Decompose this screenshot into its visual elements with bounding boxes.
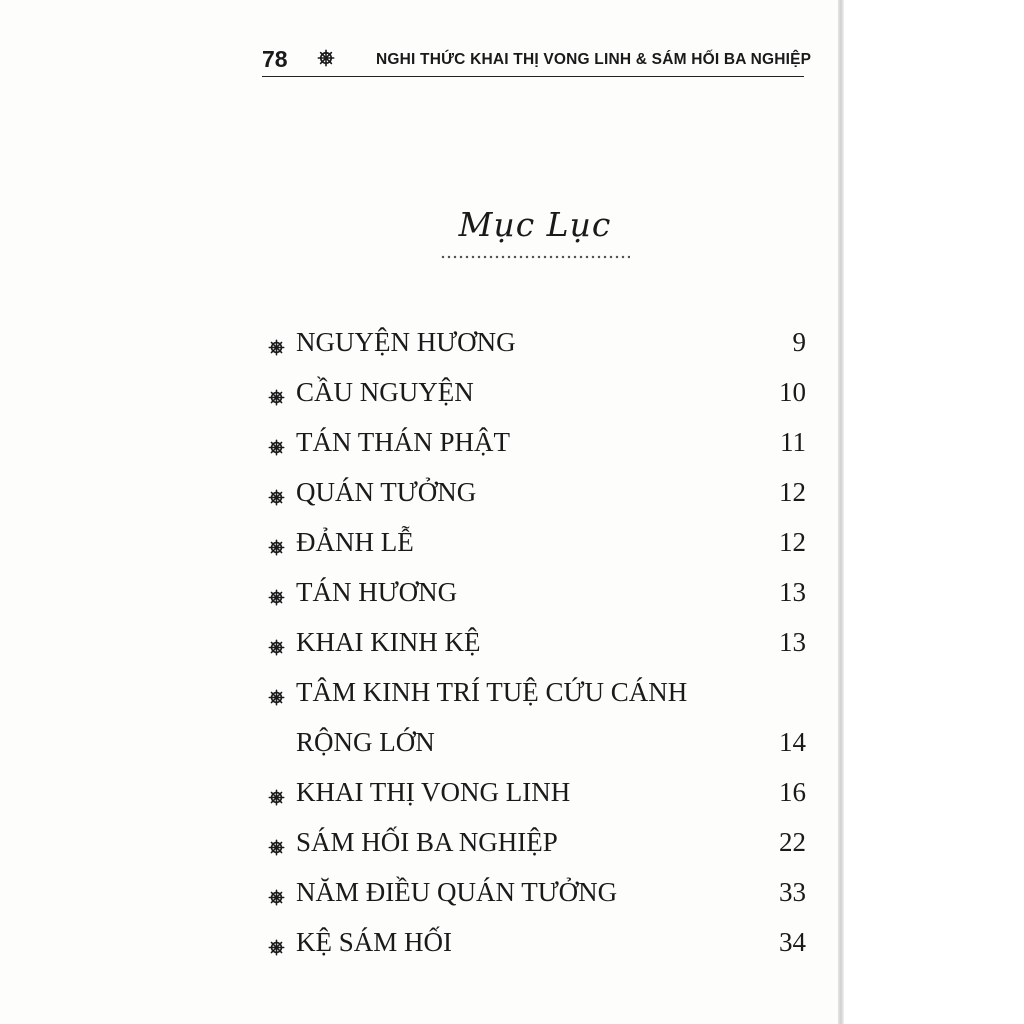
toc-entry-page-number: 22 bbox=[779, 827, 806, 857]
dharma-wheel-icon bbox=[268, 789, 285, 806]
toc-entry-title: KHAI THỊ VONG LINH bbox=[296, 777, 571, 807]
toc-entry-page-number: 33 bbox=[779, 877, 806, 907]
toc-entry-title: TÁN HƯƠNG bbox=[296, 577, 458, 607]
dharma-wheel-icon bbox=[268, 539, 285, 556]
dharma-wheel-icon bbox=[268, 889, 285, 906]
toc-entry-title: KỆ SÁM HỐI bbox=[296, 927, 453, 957]
toc-entry-page-number: 34 bbox=[779, 927, 806, 957]
toc-entry-page-number: 9 bbox=[792, 327, 806, 357]
toc-entry-title: NĂM ĐIỀU QUÁN TƯỞNG bbox=[296, 877, 618, 907]
toc-entry bbox=[262, 475, 808, 519]
toc-entry bbox=[262, 825, 808, 869]
toc-entry-title: NGUYỆN HƯƠNG bbox=[296, 327, 516, 357]
running-title: NGHI THỨC KHAI THỊ VONG LINH & SÁM HỐI BA NGHIỆP bbox=[376, 51, 812, 68]
toc-entry bbox=[262, 575, 808, 619]
dharma-wheel-icon bbox=[268, 389, 285, 406]
toc-entry-title: ĐẢNH LỄ bbox=[296, 527, 414, 557]
toc-entry-page-number: 16 bbox=[779, 777, 806, 807]
toc-entry bbox=[262, 925, 808, 969]
dharma-wheel-icon bbox=[268, 489, 285, 506]
toc-entry bbox=[262, 725, 808, 769]
dharma-wheel-icon bbox=[268, 439, 285, 456]
dharma-wheel-icon bbox=[268, 639, 285, 656]
toc-entry bbox=[262, 875, 808, 919]
toc-entry-title: TÂM KINH TRÍ TUỆ CỨU CÁNH bbox=[296, 677, 688, 707]
toc-entry-title: SÁM HỐI BA NGHIỆP bbox=[296, 827, 558, 857]
toc-entry-page-number: 13 bbox=[779, 577, 806, 607]
toc-entry bbox=[262, 675, 808, 719]
toc-entry bbox=[262, 775, 808, 819]
toc-entry-page-number: 13 bbox=[779, 627, 806, 657]
toc-heading: Mục Lục bbox=[458, 205, 612, 244]
dharma-wheel-icon bbox=[268, 939, 285, 956]
toc-entry-page-number: 10 bbox=[779, 377, 806, 407]
dharma-wheel-icon bbox=[268, 589, 285, 606]
toc-entry-page-number: 11 bbox=[780, 427, 806, 457]
toc-entry bbox=[262, 325, 808, 369]
toc-entry bbox=[262, 625, 808, 669]
toc-entry-title: RỘNG LỚN bbox=[296, 727, 435, 757]
dharma-wheel-icon bbox=[268, 339, 285, 356]
toc-entry-title: CẦU NGUYỆN bbox=[296, 377, 474, 407]
toc-entry-page-number: 12 bbox=[779, 477, 806, 507]
toc-entry-title: KHAI KINH KỆ bbox=[296, 627, 481, 657]
toc-entry bbox=[262, 525, 808, 569]
toc-entry bbox=[262, 425, 808, 469]
dharma-wheel-icon bbox=[268, 839, 285, 856]
page-number: 78 bbox=[262, 46, 288, 72]
dharma-wheel-icon bbox=[268, 689, 285, 706]
toc-entry-page-number: 12 bbox=[779, 527, 806, 557]
toc-entry bbox=[262, 375, 808, 419]
toc-entry-page-number: 14 bbox=[779, 727, 806, 757]
toc-entry-title: QUÁN TƯỞNG bbox=[296, 477, 477, 507]
toc-entry-title: TÁN THÁN PHẬT bbox=[296, 427, 510, 457]
